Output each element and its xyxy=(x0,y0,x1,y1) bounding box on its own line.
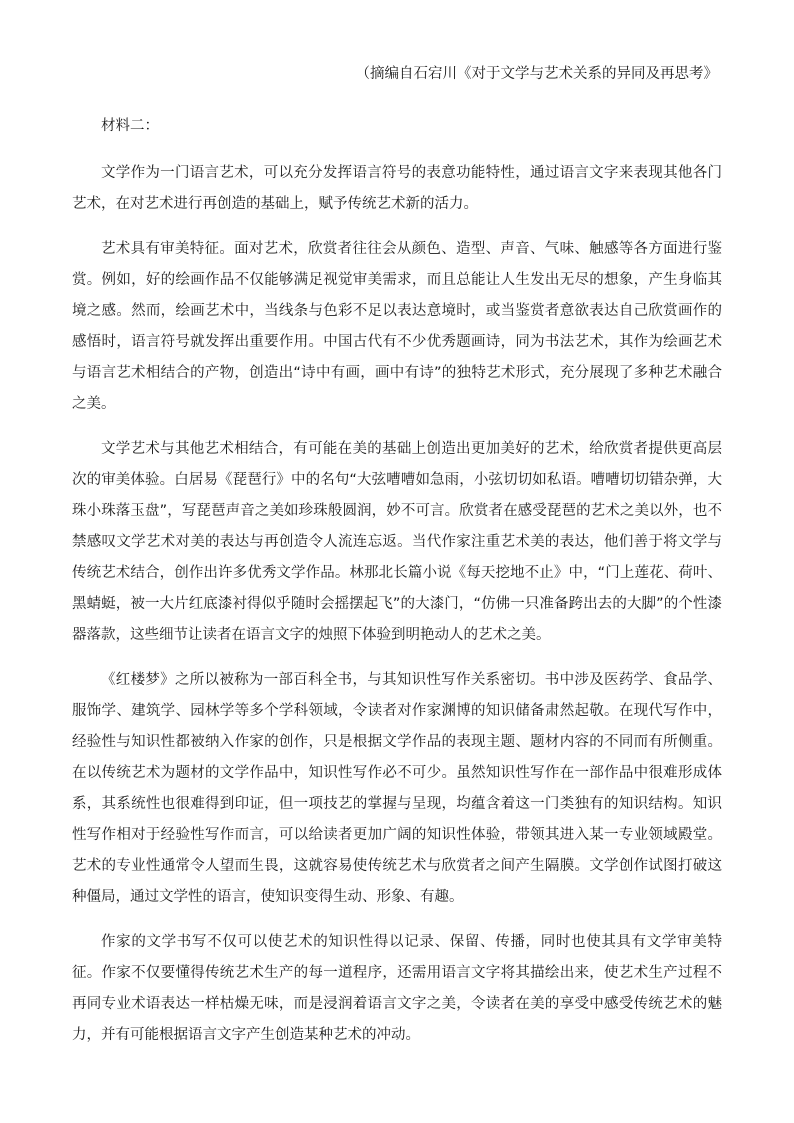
paragraph-4: 《红楼梦》之所以被称为一部百科全书，与其知识性写作关系密切。书中涉及医药学、食品学、服饰学、建筑学、园林学等多个学科领域，令读者对作家渊博的知识储备肃然起敬。在现代写作中，经验性与知识性都被纳入作家的创作，只是根据文学作品的表现主题、题材内容的不同而有所侧重。在以传统艺术为题材的文学作品中，知识性写作必不可少。虽然知识性写作在一部作品中很难形成体系，其系统性也很难得到印证，但一项技艺的掌握与呈现，均蕴含着这一门类独有的知识结构。知识性写作相对于经验性写作而言，可以给读者更加广阔的知识性体验，带领其进入某一专业领域殿堂。艺术的专业性通常令人望而生畏，这就容易使传统艺术与欣赏者之间产生隔膜。文学创作试图打破这种僵局，通过文学性的语言，使知识变得生动、形象、有趣。 xyxy=(72,672,722,905)
paragraph-3: 文学艺术与其他艺术相结合，有可能在美的基础上创造出更加美好的艺术，给欣赏者提供更高层次的审美体验。白居易《琵琶行》中的名句“大弦嘈嘈如急雨，小弦切切如私语。嘈嘈切切错杂弹，大珠小珠落玉盘”，写琵琶声音之美如珍珠般圆润，妙不可言。欣赏者在感受琵琶的艺术之美以外，也不禁感叹文学艺术对美的表达与再创造令人流连忘返。当代作家注重艺术美的表达，他们善于将文学与传统艺术结合，创作出许多优秀文学作品。林那北长篇小说《每天挖地不止》中，“门上莲花、荷叶、黑蜻蜓，被一大片红底漆衬得似乎随时会摇摆起飞”的大漆门，“仿佛一只准备跨出去的大脚”的个性漆器落款，这些细节让读者在语言文字的烛照下体验到明艳动人的艺术之美。 xyxy=(72,441,722,643)
section-heading: 材料二： xyxy=(101,118,159,134)
paragraph-2: 艺术具有审美特征。面对艺术，欣赏者往往会从颜色、造型、声音、气味、触感等各方面进行鉴赏。例如，好的绘画作品不仅能够满足视觉审美需求，而且总能让人生发出无尽的想象，产生身临其境之感。然而，绘画艺术中，当线条与色彩不足以表达意境时，或当鉴赏者意欲表达自己欣赏画作的感悟时，语言符号就发挥出重要作用。中国古代有不少优秀题画诗，同为书法艺术，其作为绘画艺术与语言艺术相结合的产物，创造出“诗中有画，画中有诗”的独特艺术形式，充分展现了多种艺术融合之美。 xyxy=(72,241,722,412)
source-citation: （摘编自石宕川《对于文学与艺术关系的异同及再思考》 xyxy=(355,66,718,82)
paragraph-1: 文学作为一门语言艺术，可以充分发挥语言符号的表意功能特性，通过语言文字来表现其他各门艺术，在对艺术进行再创造的基础上，赋予传统艺术新的活力。 xyxy=(72,165,722,212)
paragraph-5: 作家的文学书写不仅可以使艺术的知识性得以记录、保留、传播，同时也使其具有文学审美特征。作家不仅要懂得传统艺术生产的每一道程序，还需用语言文字将其描绘出来，使艺术生产过程不再同专业术语表达一样枯燥无味，而是浸润着语言文字之美，令读者在美的享受中感受传统艺术的魅力，并有可能根据语言文字产生创造某种艺术的冲动。 xyxy=(72,934,722,1043)
